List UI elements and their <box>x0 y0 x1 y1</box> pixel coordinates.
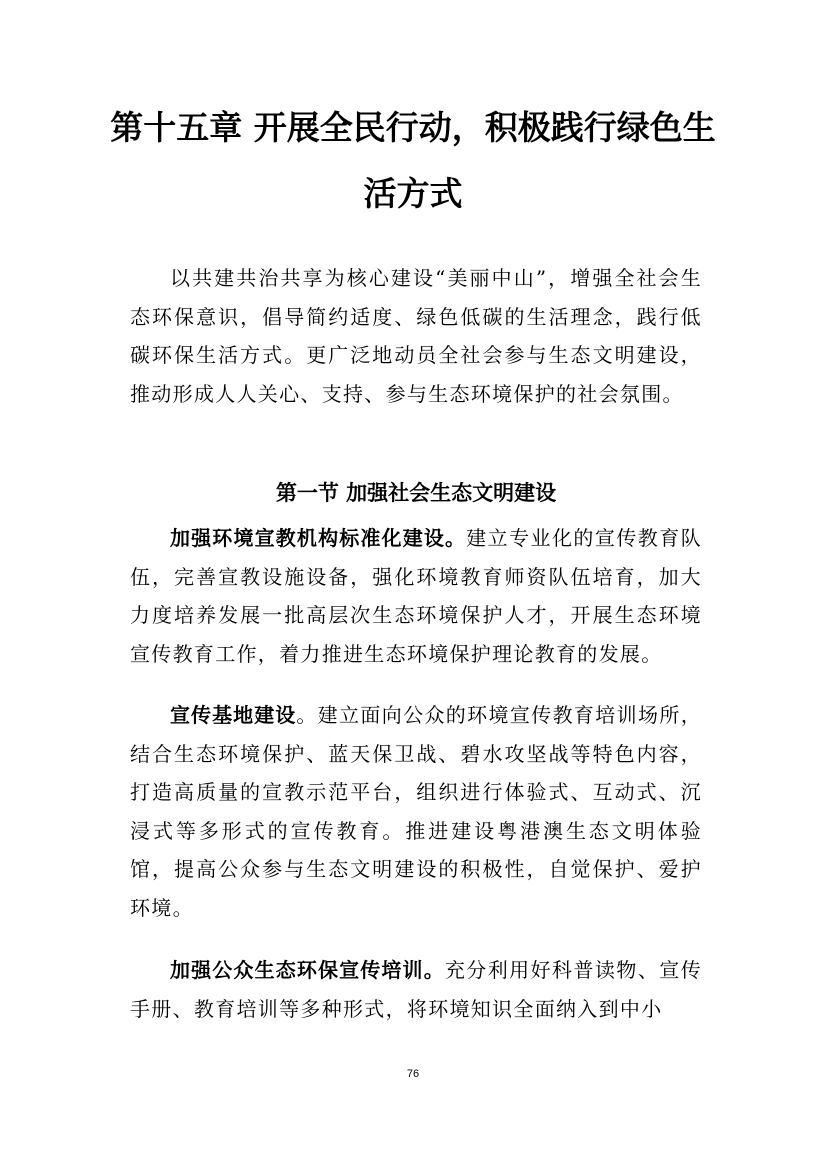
page-number: 76 <box>406 1068 420 1080</box>
paragraph-3-text: 充分利用好科普读物、宣传手册、教育培训等多种形式，将环境知识全面纳入到中小 <box>130 958 702 1021</box>
paragraph-2-text: 。建立面向公众的环境宣传教育培训场所，结合生态环境保护、蓝天保卫战、碧水攻坚战等特色内容，打造高质量的宣教示范平台，组织进行体验式、互动式、沉浸式等多形式的宣传教育。推进建设粤港澳生态文明体验馆，提高公众参与生态文明建设的积极性，自觉保护、爱护环境。 <box>130 703 703 920</box>
paragraph-2-lead: 宣传基地建设 <box>170 703 297 727</box>
paragraph-3-lead: 加强公众生态环保宣传培训。 <box>170 958 445 982</box>
paragraph-1-text: 建立专业化的宣传教育队伍，完善宣教设施设备，强化环境教育师资队伍培育，加大力度培养发展一批高层次生态环境保护人才，开展生态环境宣传教育工作，着力推进生态环境保护理论教育的发展。 <box>130 526 702 666</box>
paragraph-1 <box>130 519 702 673</box>
chapter-title: 第十五章 开展全民行动，积极践行绿色生活方式 <box>110 108 716 213</box>
paragraph-3 <box>130 951 702 1028</box>
paragraph-1-lead: 加强环境宣教机构标准化建设。 <box>170 526 467 550</box>
section-title: 第一节 加强社会生态文明建设 <box>275 480 557 505</box>
paragraph-2 <box>130 696 702 927</box>
intro-paragraph: 以共建共治共享为核心建设“美丽中山”，增强全社会生态环保意识，倡导简约适度、绿色低碳的生活理念，践行低碳环保生活方式。更广泛地动员全社会参与生态文明建设，推动形成人人关心、支持、参与生态环境保护的社会氛围。 <box>130 266 702 406</box>
